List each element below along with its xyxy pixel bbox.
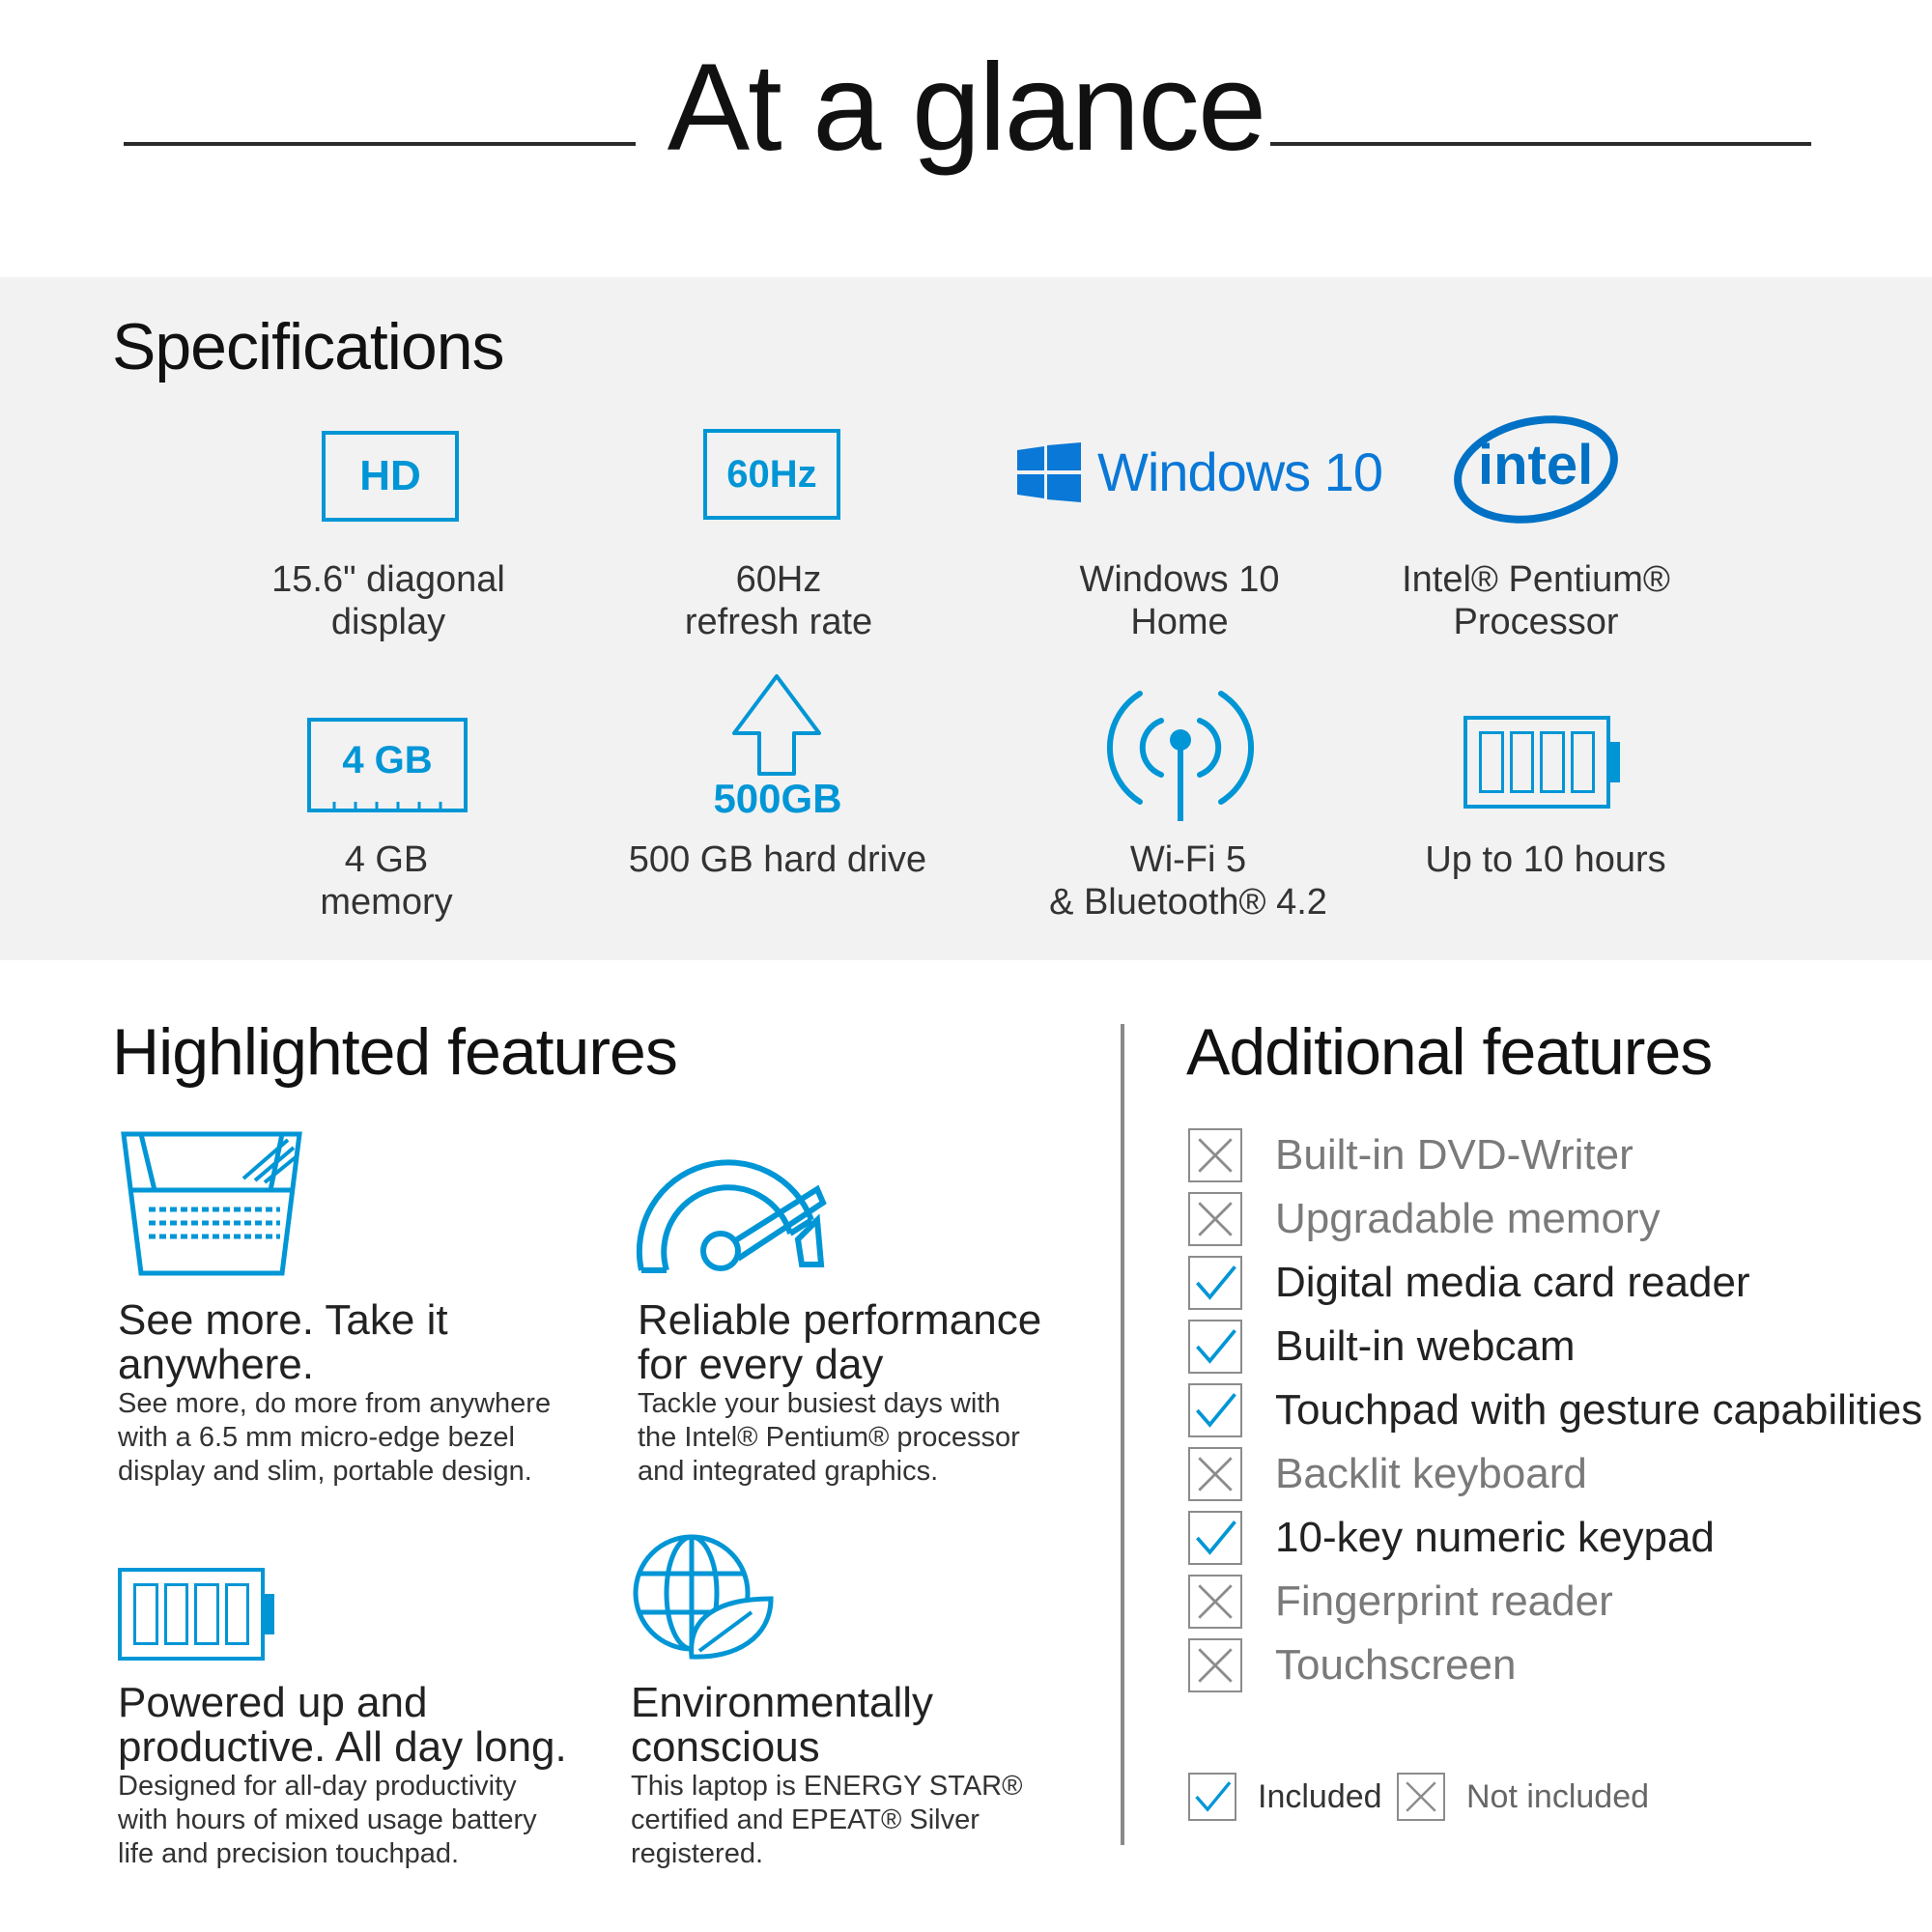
cross-icon xyxy=(1190,1449,1240,1499)
spec-label-wireless: Wi-Fi 5 & Bluetooth® 4.2 xyxy=(1049,839,1327,923)
check-icon xyxy=(1190,1513,1240,1563)
legend-not-included-label: Not included xyxy=(1466,1777,1650,1815)
feature-label: Digital media card reader xyxy=(1275,1259,1750,1306)
not-included-cross-box xyxy=(1188,1128,1242,1182)
highlight-desc-performance: Tackle your busiest days with the Intel® Pentium® processor and integrated graphics. xyxy=(638,1388,1020,1487)
additional-heading: Additional features xyxy=(1186,1015,1713,1089)
highlight-title-environment: Environmentally conscious xyxy=(631,1679,934,1771)
spec-label-processor: Intel® Pentium® Processor xyxy=(1402,559,1670,642)
cross-icon xyxy=(1190,1577,1240,1627)
feature-row xyxy=(1188,1575,1613,1629)
feature-row xyxy=(1188,1511,1715,1565)
not-included-cross-box xyxy=(1188,1192,1242,1246)
intel-logo-text: intel xyxy=(1478,434,1594,497)
not-included-cross-box xyxy=(1188,1575,1242,1629)
highlight-title-performance: Reliable performance for every day xyxy=(638,1296,1042,1388)
globe-leaf-icon xyxy=(630,1531,775,1666)
memory-pins xyxy=(307,798,468,813)
hd-icon-text: HD xyxy=(359,452,421,499)
highlight-desc-display: See more, do more from anywhere with a 6.5 mm micro-edge bezel display and slim, portable design. xyxy=(118,1388,552,1487)
legend-check-box xyxy=(1188,1773,1236,1821)
section-divider xyxy=(1121,1024,1124,1845)
included-check-box xyxy=(1188,1256,1242,1310)
highlighted-heading: Highlighted features xyxy=(112,1015,677,1089)
not-included-cross-box xyxy=(1188,1638,1242,1692)
spec-label-refresh: 60Hz refresh rate xyxy=(684,559,873,642)
feature-label: 10-key numeric keypad xyxy=(1275,1514,1715,1561)
check-icon xyxy=(1190,1385,1240,1435)
cross-icon xyxy=(1190,1640,1240,1690)
legend-cross-box xyxy=(1397,1773,1445,1821)
cross-icon xyxy=(1190,1194,1240,1244)
check-icon xyxy=(1190,1258,1240,1308)
included-check-box xyxy=(1188,1511,1242,1565)
legend-included-label: Included xyxy=(1258,1777,1382,1815)
spec-label-battery: Up to 10 hours xyxy=(1425,839,1666,880)
feature-row xyxy=(1188,1256,1750,1310)
included-check-box xyxy=(1188,1320,1242,1374)
feature-label: Built-in webcam xyxy=(1275,1322,1576,1370)
spec-label-storage: 500 GB hard drive xyxy=(628,839,927,880)
hd-display-icon xyxy=(322,431,459,522)
cross-icon xyxy=(1399,1775,1443,1819)
not-included-cross-box xyxy=(1188,1447,1242,1501)
battery-spec-icon xyxy=(1463,716,1610,809)
highlight-title-battery: Powered up and productive. All day long. xyxy=(118,1679,567,1771)
feature-label: Upgradable memory xyxy=(1275,1195,1661,1242)
check-icon xyxy=(1190,1775,1235,1819)
feature-row xyxy=(1188,1638,1516,1692)
spec-label-memory: 4 GB memory xyxy=(320,839,453,923)
battery-feature-icon xyxy=(118,1568,265,1661)
feature-label: Backlit keyboard xyxy=(1275,1450,1587,1497)
feature-label: Touchpad with gesture capabilities xyxy=(1275,1386,1923,1434)
memory-icon-text: 4 GB xyxy=(342,739,433,781)
storage-icon-text: 500GB xyxy=(713,776,842,821)
title-rule-right xyxy=(1270,142,1811,146)
battery-spec-terminal xyxy=(1610,742,1620,782)
feature-row xyxy=(1188,1192,1661,1246)
included-check-box xyxy=(1188,1383,1242,1437)
cross-icon xyxy=(1190,1130,1240,1180)
feature-label: Fingerprint reader xyxy=(1275,1577,1613,1625)
laptop-icon xyxy=(118,1130,311,1283)
storage-arrow-icon xyxy=(730,673,823,778)
legend-not-included xyxy=(1397,1773,1649,1821)
windows-logo-text: Windows 10 xyxy=(1097,441,1383,502)
specifications-heading: Specifications xyxy=(112,310,504,384)
feature-row xyxy=(1188,1447,1587,1501)
legend-included xyxy=(1188,1773,1382,1821)
speedometer-icon xyxy=(628,1145,831,1280)
feature-row xyxy=(1188,1383,1922,1437)
check-icon xyxy=(1190,1321,1240,1372)
page-title: At a glance xyxy=(667,39,1265,177)
feature-row xyxy=(1188,1320,1576,1374)
highlight-desc-environment: This laptop is ENERGY STAR® certified and EPEAT® Silver registered. xyxy=(631,1771,1023,1869)
refresh-rate-icon xyxy=(703,429,840,520)
feature-row xyxy=(1188,1128,1634,1182)
highlight-desc-battery: Designed for all-day productivity with hours of mixed usage battery life and precision touchpad. xyxy=(118,1771,537,1869)
windows-logo-icon xyxy=(1017,442,1081,502)
wifi-icon xyxy=(1103,686,1258,831)
feature-label: Built-in DVD-Writer xyxy=(1275,1131,1634,1179)
spec-label-display: 15.6" diagonal display xyxy=(271,559,505,642)
highlight-title-display: See more. Take it anywhere. xyxy=(118,1296,448,1388)
feature-label: Touchscreen xyxy=(1275,1641,1517,1689)
spec-label-os: Windows 10 Home xyxy=(1079,559,1280,642)
hz-icon-text: 60Hz xyxy=(726,452,817,496)
battery-feature-terminal xyxy=(265,1594,274,1634)
